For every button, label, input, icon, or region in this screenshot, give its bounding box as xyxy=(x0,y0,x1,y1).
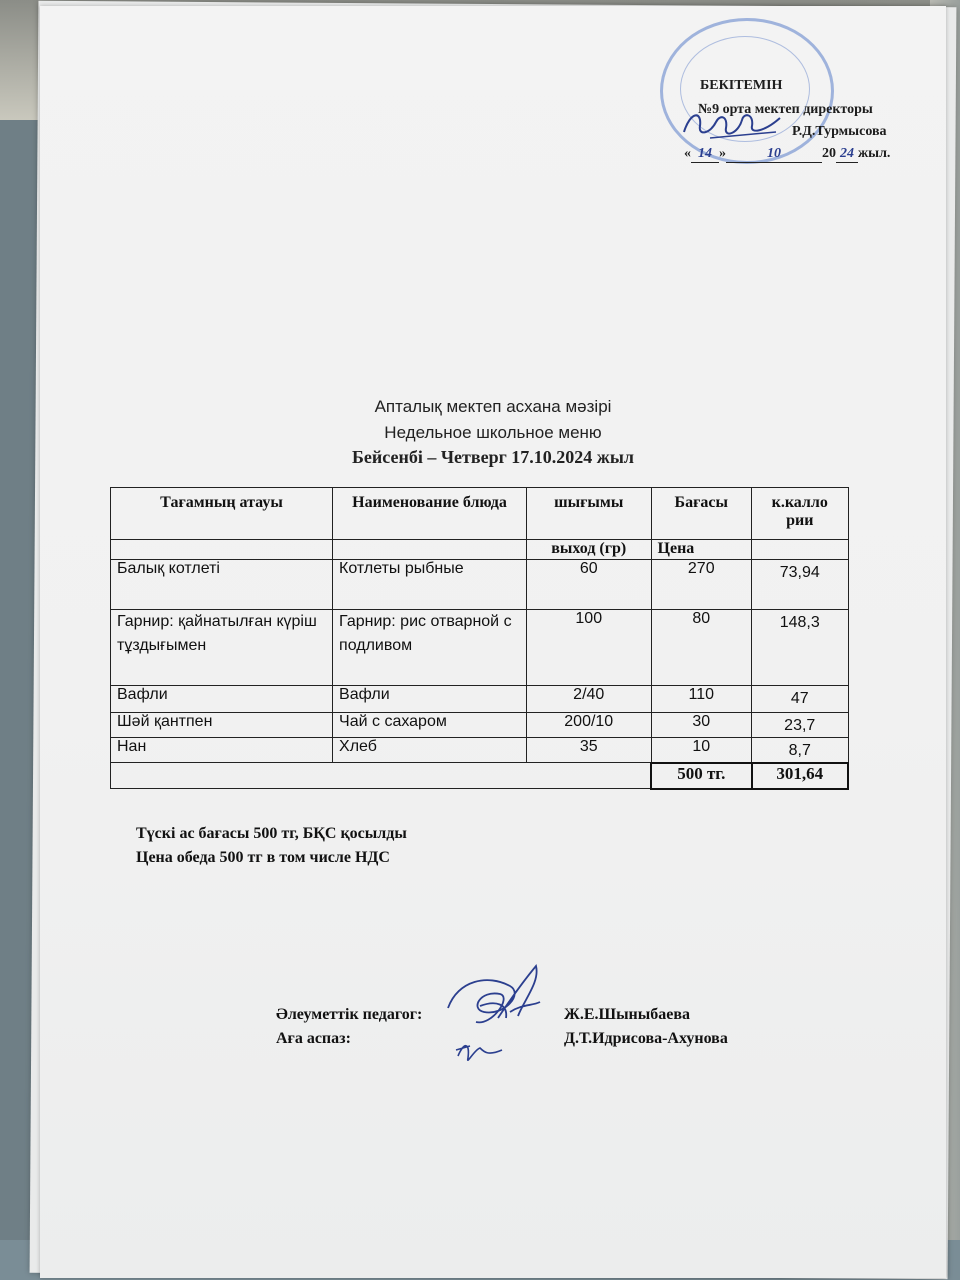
table-row xyxy=(111,713,849,738)
dish-name-ru: Чай с сахаром xyxy=(333,713,527,738)
header-kcal: к.калло рии xyxy=(752,488,849,540)
handwritten-signatures xyxy=(440,960,550,1070)
header-name-kz: Тағамның атауы xyxy=(111,488,333,540)
approval-date-month: 10 xyxy=(726,146,822,163)
approval-title: БЕКІТЕМІН xyxy=(700,78,783,93)
table-subheader-row xyxy=(111,540,849,560)
approval-director-name: Р.Д.Турмысова xyxy=(792,124,887,139)
subheader-empty-2 xyxy=(333,540,527,560)
dish-price: 110 xyxy=(651,686,751,713)
menu-title-kz: Апталық мектеп асхана мәзірі xyxy=(374,397,612,416)
dish-output: 2/40 xyxy=(526,686,651,713)
director-signature xyxy=(680,104,790,144)
approval-date-day: 14 xyxy=(691,146,719,163)
dish-name-kz: Балық котлеті xyxy=(111,560,333,610)
menu-table xyxy=(110,487,849,790)
dish-kcal: 73,94 xyxy=(752,560,849,610)
dish-output: 60 xyxy=(526,560,651,610)
table-row xyxy=(111,686,849,713)
dish-output: 200/10 xyxy=(526,713,651,738)
dish-name-kz: Гарнир: қайнатылған күріш тұздығымен xyxy=(111,610,333,686)
table-header-row xyxy=(111,488,849,540)
signature-role-social-pedagogue: Әлеуметтік педагог: xyxy=(276,1006,423,1023)
dish-kcal: 8,7 xyxy=(752,738,849,763)
total-price: 500 тг. xyxy=(651,763,751,789)
signature-role-head-cook: Аға аспаз: xyxy=(276,1030,351,1047)
signature-name-head-cook: Д.Т.Идрисова-Ахунова xyxy=(564,1030,728,1047)
dish-name-kz: Шәй қантпен xyxy=(111,713,333,738)
approval-date-year-prefix: 20 xyxy=(822,146,836,161)
header-price: Бағасы xyxy=(651,488,751,540)
dish-kcal: 148,3 xyxy=(752,610,849,686)
dish-name-ru: Котлеты рыбные xyxy=(333,560,527,610)
table-row xyxy=(111,610,849,686)
dish-name-ru: Хлеб xyxy=(333,738,527,763)
total-kcal: 301,64 xyxy=(752,763,849,789)
table-total-row xyxy=(111,763,849,789)
signature-name-social-pedagogue: Ж.Е.Шыныбаева xyxy=(564,1006,691,1023)
dish-kcal: 47 xyxy=(752,686,849,713)
approval-position: №9 орта мектеп директоры xyxy=(698,102,873,117)
subheader-empty-1 xyxy=(111,540,333,560)
table-row xyxy=(111,560,849,610)
subheader-empty-5 xyxy=(752,540,849,560)
dish-name-kz: Вафли xyxy=(111,686,333,713)
header-name-ru: Наименование блюда xyxy=(333,488,527,540)
dish-name-ru: Вафли xyxy=(333,686,527,713)
approval-date: « 14 » 10 20 24 жыл. xyxy=(684,146,891,161)
table-row xyxy=(111,738,849,763)
dish-price: 80 xyxy=(651,610,751,686)
dish-kcal: 23,7 xyxy=(752,713,849,738)
header-output: шығымы xyxy=(526,488,651,540)
dish-name-kz: Нан xyxy=(111,738,333,763)
price-note-ru: Цена обеда 500 тг в том числе НДС xyxy=(136,849,390,866)
dish-output: 100 xyxy=(526,610,651,686)
dish-output: 35 xyxy=(526,738,651,763)
menu-date-title: Бейсенбі – Четверг 17.10.2024 жыл xyxy=(352,447,634,467)
dish-price: 10 xyxy=(651,738,751,763)
total-empty xyxy=(111,763,652,789)
subheader-price: Цена xyxy=(651,540,751,560)
price-note-kz: Түскі ас бағасы 500 тг, БҚС қосылды xyxy=(136,825,407,842)
dish-price: 30 xyxy=(651,713,751,738)
subheader-output: выход (гр) xyxy=(526,540,651,560)
dish-price: 270 xyxy=(651,560,751,610)
menu-title-ru: Недельное школьное меню xyxy=(384,423,602,442)
approval-date-year-suffix: 24 xyxy=(836,146,858,163)
approval-date-word: жыл. xyxy=(858,146,891,161)
dish-name-ru: Гарнир: рис отварной с подливом xyxy=(333,610,527,686)
